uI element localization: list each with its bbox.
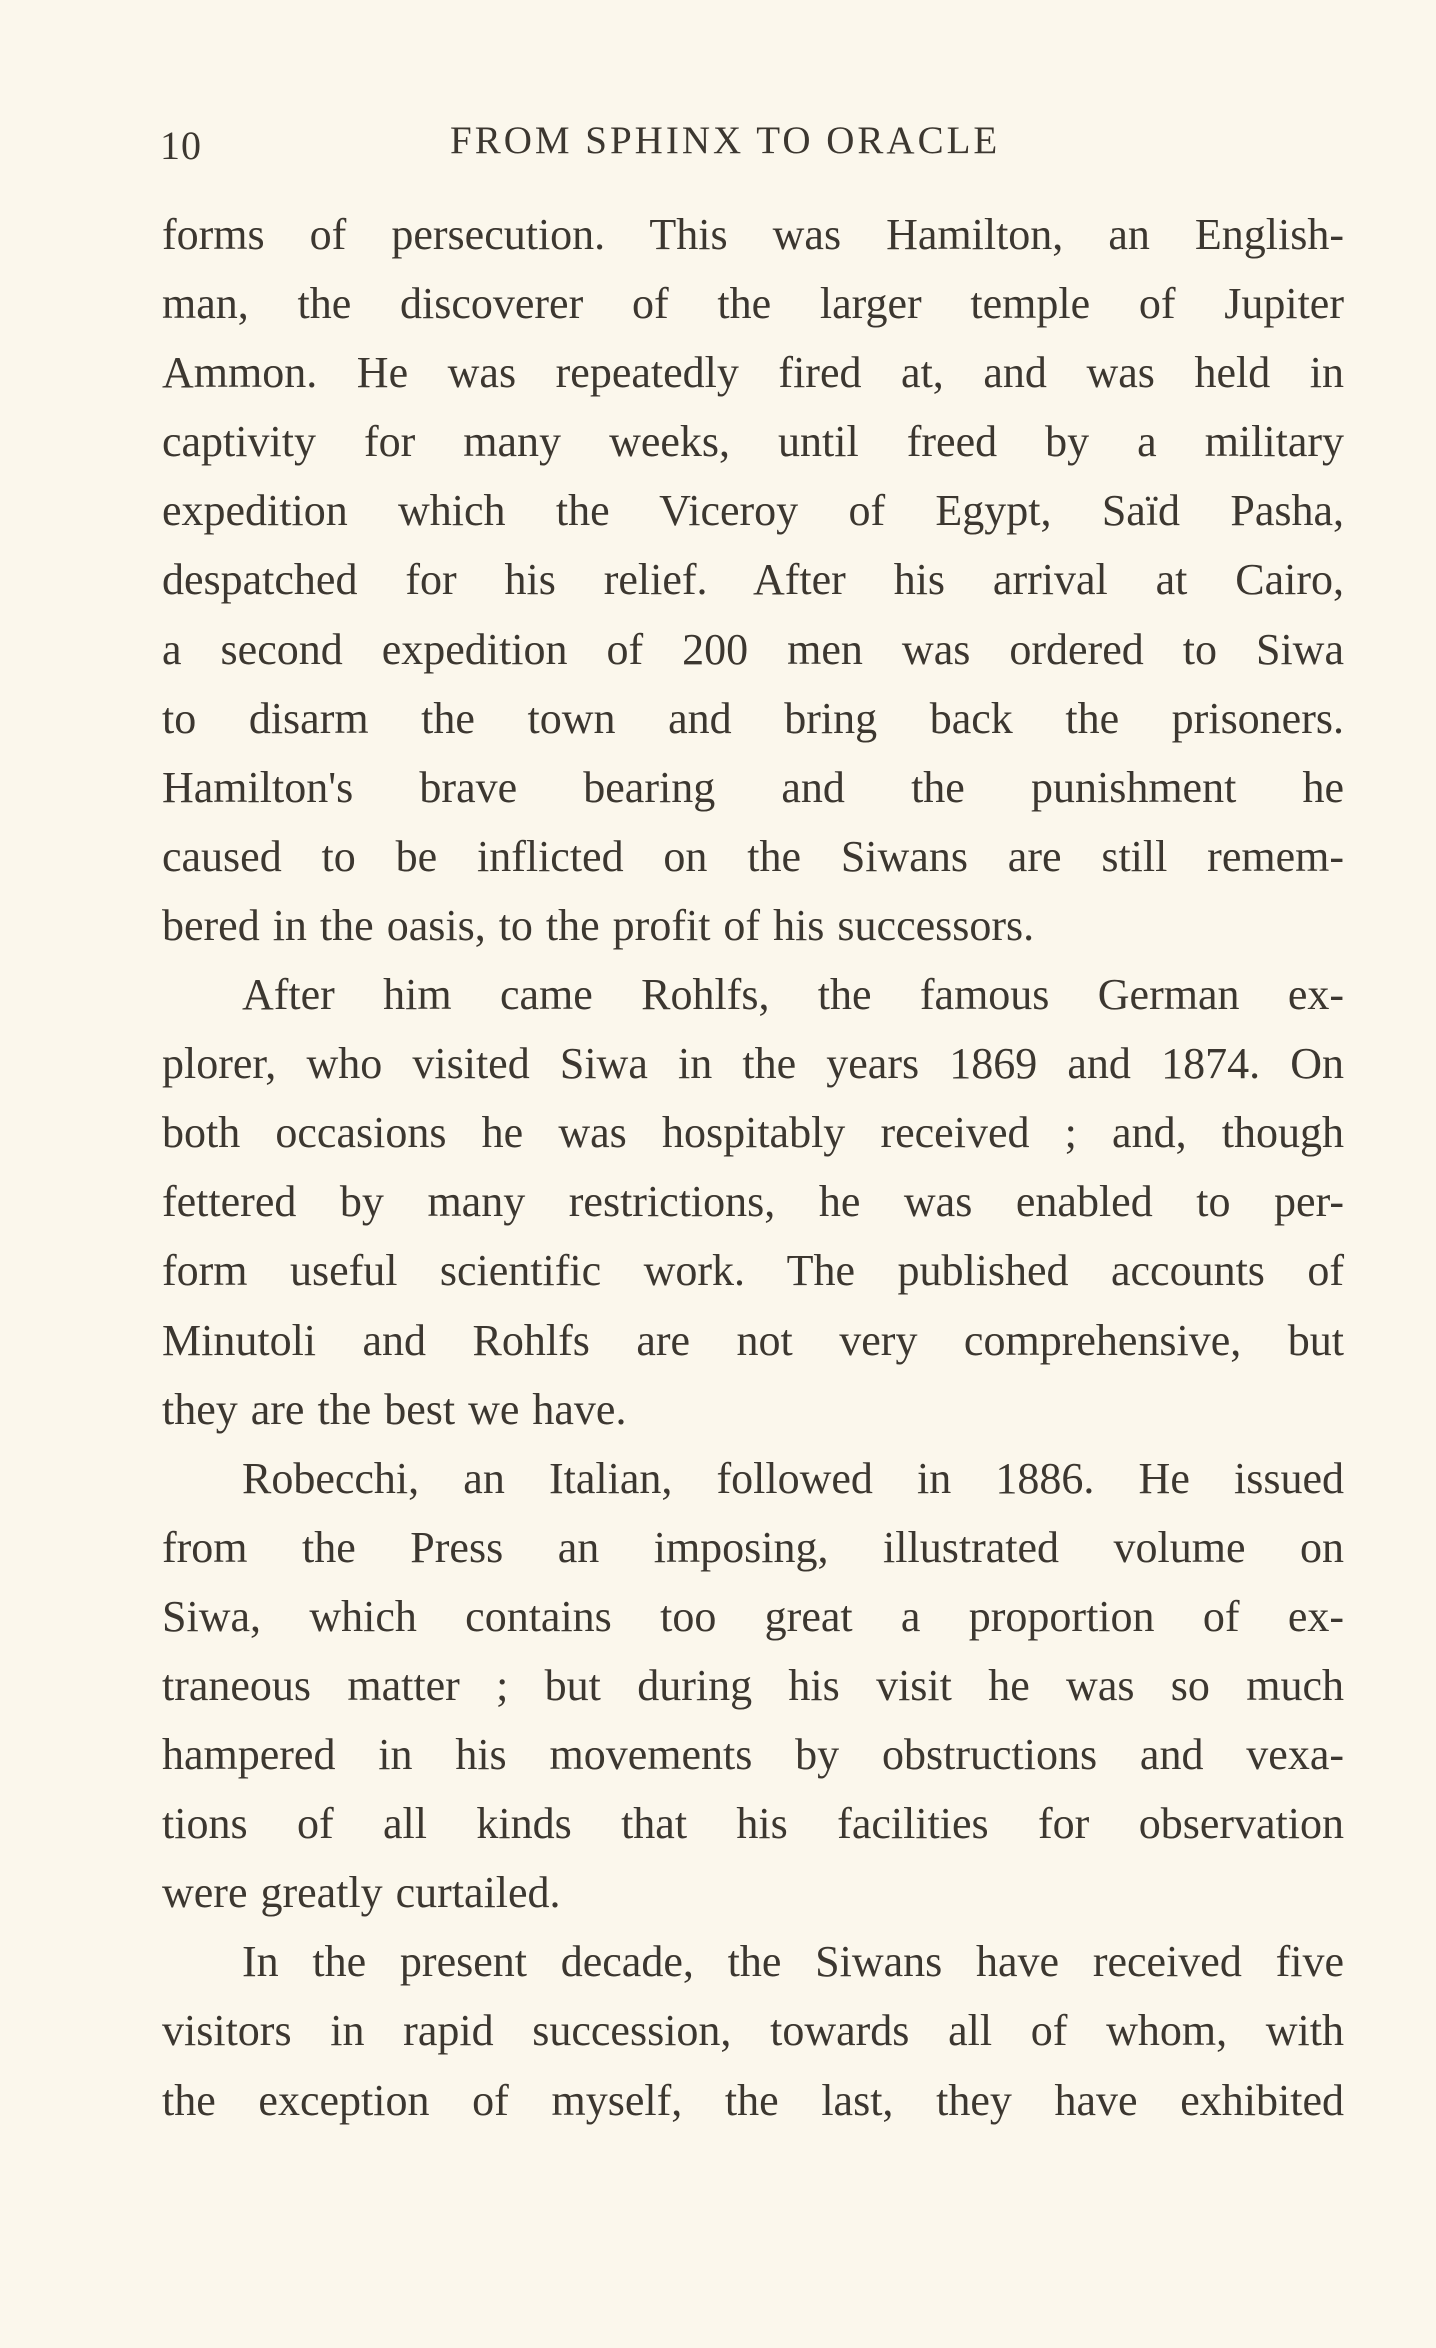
text-line: to disarm the town and bring back the prisoners. — [162, 693, 1344, 743]
text-line: Siwa, which contains too great a proportion of ex- — [162, 1591, 1344, 1641]
text-line: plorer, who visited Siwa in the years 1869 and 1874. On — [162, 1039, 1344, 1089]
text-line: visitors in rapid succession, towards all of whom, with — [162, 2006, 1344, 2056]
text-line: from the Press an imposing, illustrated volume on — [162, 1522, 1344, 1572]
text-line: they are the best we have. — [162, 1384, 627, 1434]
text-line: hampered in his movements by obstructions and vexa- — [162, 1730, 1344, 1780]
running-head: FROM SPHINX TO ORACLE — [450, 119, 1001, 162]
text-line: After him came Rohlfs, the famous German ex- — [242, 970, 1344, 1020]
text-line: Ammon. He was repeatedly fired at, and was held in — [162, 348, 1344, 398]
text-line: In the present decade, the Siwans have received five — [242, 1937, 1344, 1987]
text-line: despatched for his relief. After his arrival at Cairo, — [162, 555, 1344, 605]
text-line: a second expedition of 200 men was ordered to Siwa — [162, 624, 1344, 674]
text-line: Robecchi, an Italian, followed in 1886. He issued — [242, 1453, 1344, 1503]
text-line: bered in the oasis, to the profit of his successors. — [162, 900, 1035, 950]
text-line: expedition which the Viceroy of Egypt, Saïd Pasha, — [162, 486, 1344, 536]
text-line: both occasions he was hospitably received ; and, though — [162, 1108, 1344, 1158]
body-text — [162, 200, 1344, 2135]
text-line: form useful scientific work. The published accounts of — [162, 1246, 1344, 1296]
text-line: forms of persecution. This was Hamilton, an English- — [162, 210, 1344, 259]
page-number: 10 — [160, 123, 202, 168]
text-line: Hamilton's brave bearing and the punishment he — [162, 762, 1344, 812]
text-line: Minutoli and Rohlfs are not very comprehensive, but — [162, 1315, 1344, 1365]
text-line: man, the discoverer of the larger temple of Jupiter — [162, 279, 1344, 329]
text-line: caused to be inflicted on the Siwans are still remem- — [162, 831, 1344, 881]
text-line: tions of all kinds that his facilities for observation — [162, 1799, 1344, 1849]
text-line: the exception of myself, the last, they have exhibited — [162, 2075, 1344, 2125]
text-line: fettered by many restrictions, he was enabled to per- — [162, 1177, 1344, 1227]
page-header — [160, 118, 1350, 174]
text-line: traneous matter ; but during his visit he was so much — [162, 1660, 1344, 1710]
text-line: captivity for many weeks, until freed by a military — [162, 417, 1344, 467]
text-line: were greatly curtailed. — [162, 1868, 561, 1918]
